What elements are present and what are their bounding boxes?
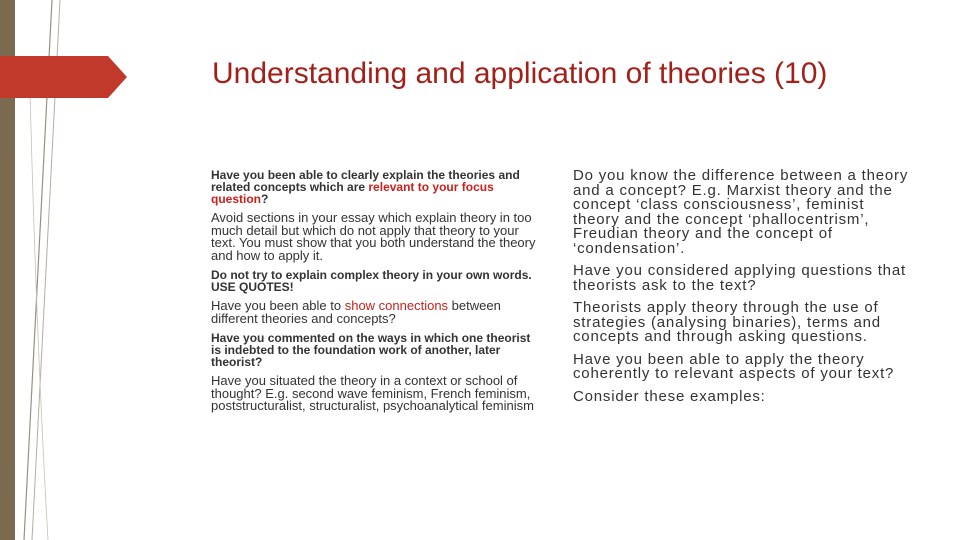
left-paragraph-2: Avoid sections in your essay which explain theory in too much detail but which do not apply that theory to your text. You must show that you both understand the theory and how to apply it. (211, 210, 536, 263)
left-p4-text: Have you been able to (211, 298, 345, 313)
slide-title: Understanding and application of theories (10) (212, 57, 828, 90)
left-p1-end: ? (261, 192, 269, 206)
left-paragraph-5: Have you commented on the ways in which one theorist is indebted to the foundation work of another, later theorist? (211, 331, 531, 369)
left-paragraph-3: Do not try to explain complex theory in your own words. USE QUOTES! (211, 268, 532, 294)
left-paragraph-6: Have you situated the theory in a context or school of thought? E.g. second wave feminism, French feminism, poststructuralist, structuralist, psychoanalytical feminism (211, 373, 534, 413)
left-p4-end: between different theories and concepts? (211, 298, 501, 326)
right-paragraph-1: Do you know the difference between a theory and a concept? E.g. Marxist theory and the concept ‘class consciousness’, feminist theory and the concept ‘phallocentrism’, Freudian theory and the concept of ‘condensation’. (573, 167, 909, 257)
relevant-highlight: relevant (368, 180, 415, 194)
right-paragraph-5: Consider these examples: (573, 387, 766, 405)
left-column (211, 169, 541, 420)
focus-question-highlight: to your focus question (211, 180, 494, 206)
right-paragraph-3: Theorists apply theory through the use of strategies (analysing binaries), terms and concepts and through asking questions. (573, 299, 881, 345)
show-connections-highlight: show connections (344, 298, 449, 313)
title-accent-arrow (0, 56, 127, 98)
left-paragraph-4 (211, 300, 541, 325)
left-paragraph-1 (211, 169, 541, 205)
left-p1-text: Have you been able to clearly explain the theories and related concepts which are (211, 168, 520, 194)
right-paragraph-4: Have you been able to apply the theory coherently to relevant aspects of your text? (573, 350, 895, 382)
right-column (573, 169, 913, 412)
right-paragraph-2: Have you considered applying questions that theorists ask to the text? (573, 262, 906, 294)
